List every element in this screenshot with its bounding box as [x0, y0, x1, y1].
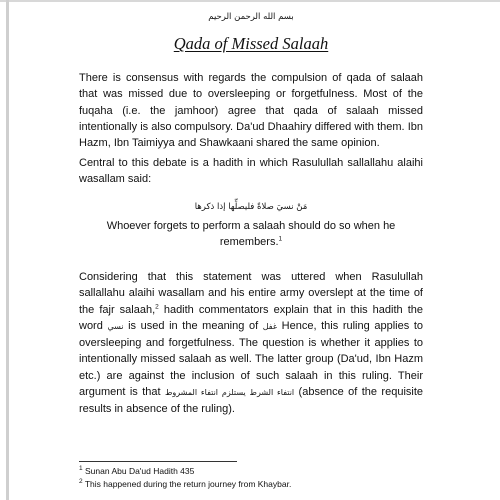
arabic-word-ghafala: غفل — [262, 321, 278, 331]
footnote-ref-1: 1 — [278, 235, 283, 243]
paragraph-consensus: There is consensus with regards the compulsion of qada of salaah that was missed due to oversleeping or forgetfulness. Most of the fuqaha (i.e. the jamhoor) agree that qada of salaah missed intentionally is also compulsory. Da'ud Dhaahiry differed with them. Ibn Hazm, Ibn Taimiyya and Shawkaani shared the same opinion. — [79, 72, 423, 150]
hadith-translation-text: Whoever forgets to perform a salaah should do so when he remembers. — [106, 220, 396, 248]
paragraph3-text-part2: hadith commentators explain that in this hadith the word — [79, 303, 424, 332]
paragraph3-text-part1: Considering that this statement was uttered when Rasulullah sallallahu alaihi wasallam and his entire army overslept at the time of the fajr salaah, — [79, 271, 423, 316]
footnote-2-marker: 2 — [79, 478, 83, 486]
arabic-word-nasiya: نسي — [107, 321, 124, 331]
footnote-1-text: Sunan Abu Da'ud Hadith 435 — [82, 466, 195, 476]
arabic-legal-maxim: انتفاء الشرط يستلزم انتفاء المشروط — [164, 388, 295, 398]
footnote-2 — [79, 479, 291, 490]
page-title: Qada of Missed Salaah — [173, 34, 329, 53]
paragraph-central-debate: Central to this debate is a hadith in which Rasulullah sallallahu alaihi wasallam said: — [79, 157, 423, 186]
bismillah-heading: بسم الله الرحمن الرحيم — [208, 12, 294, 22]
hadith-translation — [79, 218, 423, 250]
page-left-border — [6, 0, 9, 500]
paragraph-considering — [79, 269, 423, 418]
footnote-1-marker: 1 — [79, 465, 83, 473]
hadith-arabic-text: مَنْ نسيَ صلاةً فليصلِّها إذا ذكرها — [194, 202, 308, 212]
document-page — [79, 0, 423, 500]
footnote-1 — [79, 466, 194, 477]
paragraph3-text-part5: (absence of the requisite results in absence of the ruling). — [79, 386, 423, 416]
footnote-2-text: This happened during the return journey from Khaybar. — [82, 479, 292, 489]
paragraph3-text-part3: is used in the meaning of — [123, 319, 263, 332]
paragraph3-text-part4: Hence, this ruling applies to oversleeping and forgetfulness. The question is whether it applies to intentionally missed salaah as well. The latter group (Da'ud, Ibn Hazm etc.) are against the inclusion of such salaah in this ruling. Their argument is that — [79, 319, 423, 399]
footnote-divider — [79, 461, 237, 462]
footnote-ref-2: 2 — [155, 302, 159, 310]
